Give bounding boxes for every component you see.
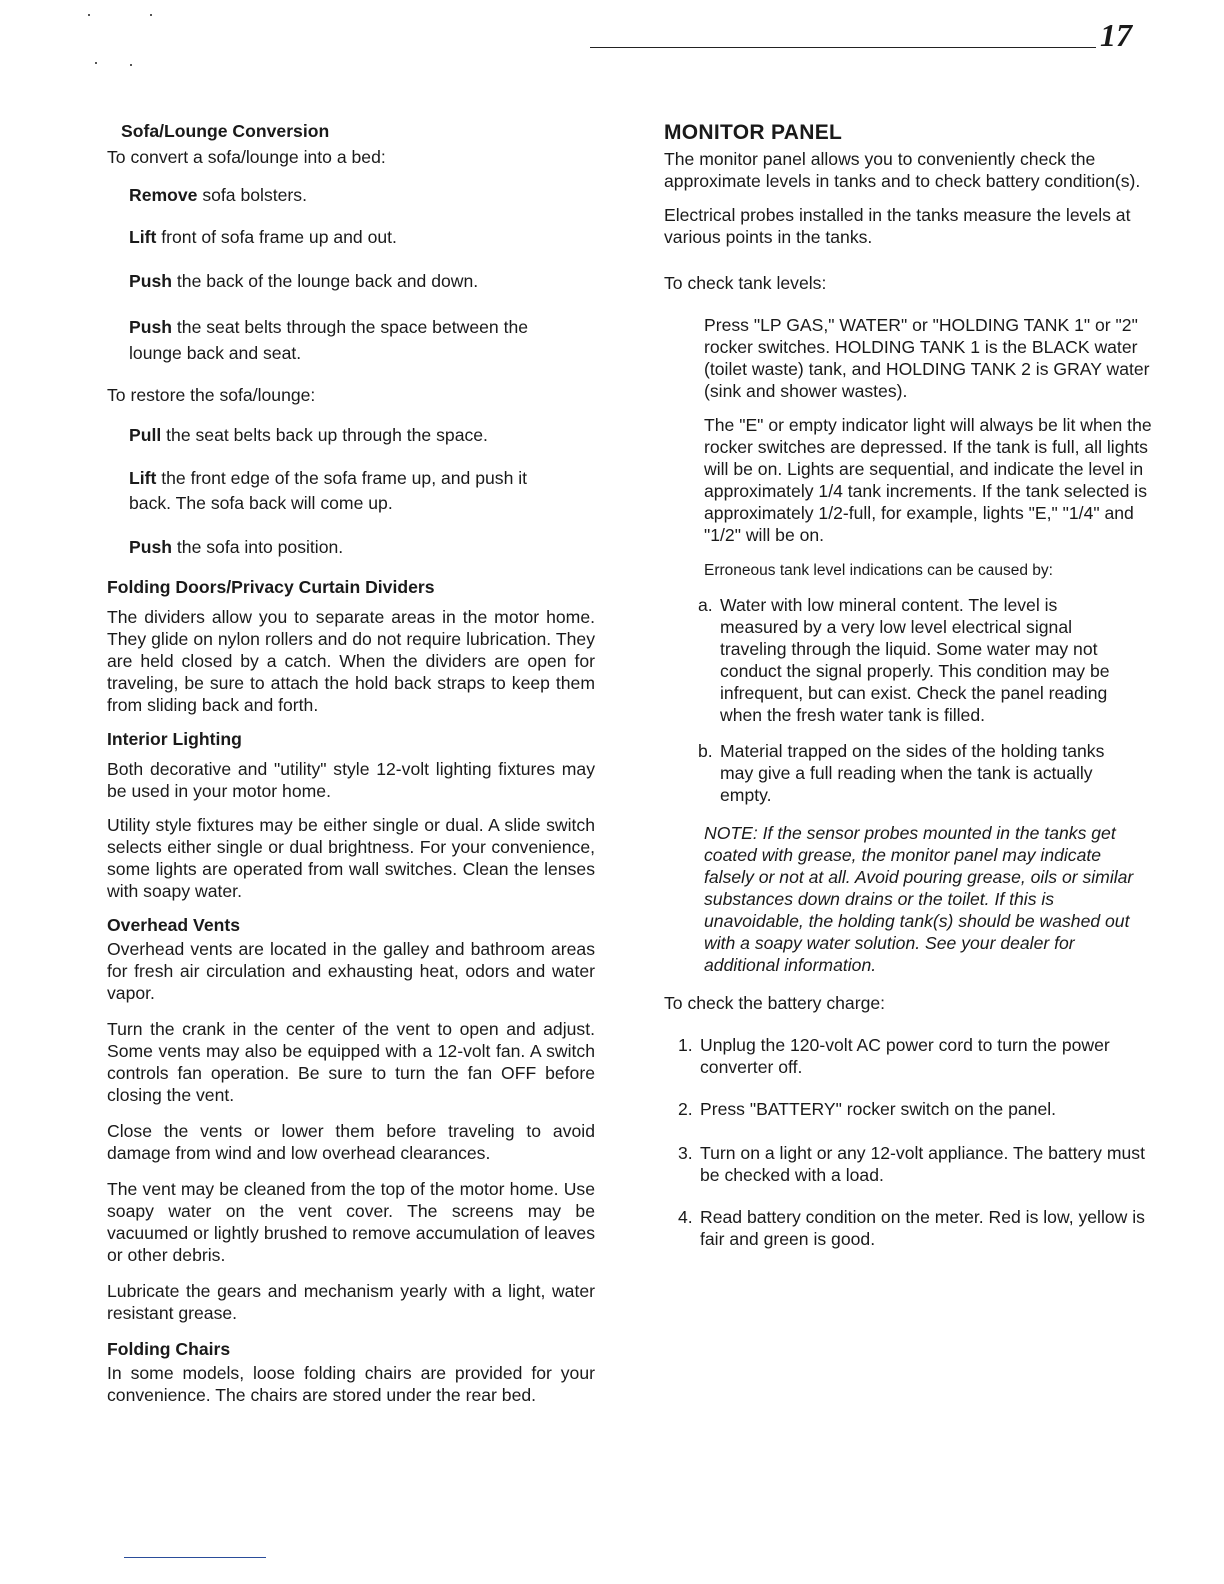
sofa-heading: Sofa/Lounge Conversion	[121, 121, 330, 141]
dividers-body: The dividers allow you to separate areas in the motor home. They glide on nylon rollers and do not require lubrication. They are held closed by a catch. When the dividers are open for traveling, be sure to attach the hold back straps to keep them from sliding back and forth.	[107, 607, 595, 715]
scan-speck	[130, 64, 132, 66]
battery-step	[678, 1206, 1152, 1250]
item-label: a.	[698, 595, 713, 615]
item-text: Water with low mineral content. The level is measured by a very low level electrical signal traveling through the liquid. Some water may not conduct the signal properly. This condition may be infrequent, but can exist. Check the panel reading when the fresh water tank is filled.	[720, 595, 1110, 725]
footer-rule	[124, 1557, 266, 1558]
restore-step	[129, 536, 595, 558]
step-verb: Lift	[129, 468, 157, 488]
item-label: b.	[698, 741, 713, 761]
item-text: Unplug the 120-volt AC power cord to turn the power converter off.	[700, 1035, 1110, 1077]
sofa-step	[129, 184, 595, 206]
battery-step	[678, 1034, 1152, 1078]
monitor-p2: Electrical probes installed in the tanks measure the levels at various points in the tanks.	[664, 205, 1131, 247]
erroneous-item	[698, 740, 1110, 806]
sofa-step	[129, 226, 595, 248]
right-column	[664, 120, 1152, 1250]
vents-p3: Close the vents or lower them before traveling to avoid damage from wind and low overhead clearances.	[107, 1121, 595, 1163]
vents-p1: Overhead vents are located in the galley and bathroom areas for fresh air circulation and exhausting heat, odors and water vapor.	[107, 939, 595, 1003]
monitor-p1: The monitor panel allows you to conveniently check the approximate levels in tanks and to check battery condition(s).	[664, 149, 1141, 191]
chairs-heading: Folding Chairs	[107, 1339, 231, 1359]
step-text: the seat belts through the space between the lounge back and seat.	[129, 317, 529, 363]
battery-step	[678, 1142, 1152, 1186]
battery-step	[678, 1098, 1152, 1120]
item-label: 4.	[678, 1207, 693, 1227]
scan-speck	[95, 62, 97, 64]
step-verb: Push	[129, 537, 173, 557]
item-label: 3.	[678, 1143, 693, 1163]
tank-p1: Press "LP GAS," WATER" or "HOLDING TANK 1" or "2" rocker switches. HOLDING TANK 1 is the BLACK water (toilet waste) tank, and HOLDING TANK 2 is GRAY water (sink and shower wastes).	[704, 315, 1150, 401]
item-text: Press "BATTERY" rocker switch on the panel.	[700, 1099, 1057, 1119]
erroneous-intro: Erroneous tank level indications can be caused by:	[704, 562, 1053, 579]
battery-intro: To check the battery charge:	[664, 993, 886, 1013]
step-text: the sofa into position.	[172, 537, 344, 557]
step-text: the front edge of the sofa frame up, and push it back. The sofa back will come up.	[129, 468, 528, 513]
step-text: front of sofa frame up and out.	[156, 227, 397, 247]
scan-speck	[150, 14, 152, 16]
restore-intro: To restore the sofa/lounge:	[107, 385, 316, 405]
lighting-p1: Both decorative and "utility" style 12-volt lighting fixtures may be used in your motor home.	[107, 759, 595, 801]
left-column	[107, 120, 595, 1406]
lighting-p2: Utility style fixtures may be either single or dual. A slide switch selects either single or dual brightness. For your convenience, some lights are operated from wall switches. Clean the lenses with soapy water.	[107, 815, 595, 901]
note: NOTE: If the sensor probes mounted in the tanks get coated with grease, the monitor panel may indicate falsely or not at all. Avoid pouring grease, oils or similar substances down drains or the toilet. If this is unavoidable, the holding tank(s) should be washed out with a soapy water solution. See your dealer for additional information.	[704, 823, 1134, 975]
item-label: 1.	[678, 1035, 693, 1055]
step-verb: Lift	[129, 227, 157, 247]
item-text: Material trapped on the sides of the holding tanks may give a full reading when the tank is actually empty.	[720, 741, 1105, 805]
step-text: the back of the lounge back and down.	[172, 271, 479, 291]
header-rule	[590, 47, 1096, 48]
scan-speck	[88, 14, 90, 16]
vents-p2: Turn the crank in the center of the vent to open and adjust. Some vents may also be equipped with a 12-volt fan. A switch controls fan operation. Be sure to turn the fan OFF before closing the vent.	[107, 1019, 595, 1105]
erroneous-item	[698, 594, 1110, 726]
restore-step	[129, 424, 595, 446]
step-text: sofa bolsters.	[197, 185, 307, 205]
lighting-heading: Interior Lighting	[107, 729, 242, 749]
dividers-heading: Folding Doors/Privacy Curtain Dividers	[107, 577, 435, 597]
tank-p2: The "E" or empty indicator light will always be lit when the rocker switches are depressed. If the tank is full, all lights will be on. Lights are sequential, and indicate the level in approximately 1/4 tank increments. If the tank selected is approximately 1/2-full, for example, lights "E," "1/4" and "1/2" will be on.	[704, 415, 1152, 545]
step-verb: Push	[129, 271, 173, 291]
monitor-heading: MONITOR PANEL	[664, 121, 843, 144]
step-verb: Push	[129, 317, 173, 337]
chairs-body: In some models, loose folding chairs are provided for your convenience. The chairs are stored under the rear bed.	[107, 1363, 595, 1405]
sofa-intro: To convert a sofa/lounge into a bed:	[107, 147, 386, 167]
sofa-step	[129, 270, 595, 292]
item-label: 2.	[678, 1099, 693, 1119]
restore-step	[129, 466, 569, 516]
item-text: Read battery condition on the meter. Red is low, yellow is fair and green is good.	[700, 1207, 1145, 1249]
item-text: Turn on a light or any 12-volt appliance. The battery must be checked with a load.	[700, 1143, 1145, 1185]
step-verb: Pull	[129, 425, 162, 445]
page-number: 17	[1100, 17, 1132, 53]
vents-heading: Overhead Vents	[107, 915, 240, 935]
vents-p5: Lubricate the gears and mechanism yearly with a light, water resistant grease.	[107, 1281, 595, 1323]
sofa-step	[129, 314, 569, 366]
step-verb: Remove	[129, 185, 198, 205]
vents-p4: The vent may be cleaned from the top of the motor home. Use soapy water on the vent cover. The screens may be vacuumed or lightly brushed to remove accumulation of leaves or other debris.	[107, 1179, 595, 1265]
step-text: the seat belts back up through the space.	[161, 425, 488, 445]
tank-intro: To check tank levels:	[664, 273, 827, 293]
